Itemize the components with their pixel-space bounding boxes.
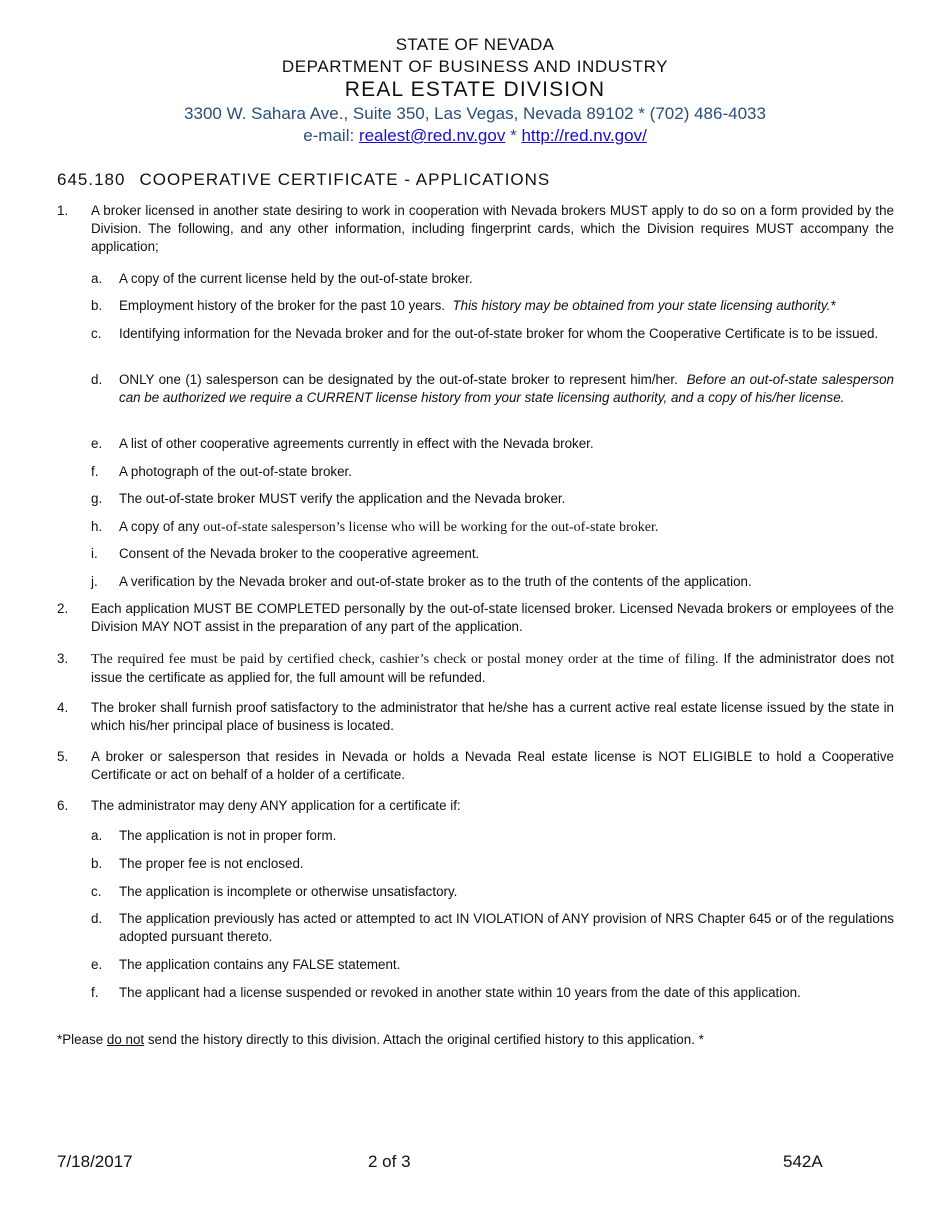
subitem-text: The application is incomplete or otherwise unsatisfactory. [119, 884, 458, 899]
subitem-letter: f. [91, 464, 99, 479]
item-text: A broker or salesperson that resides in Nevada or holds a Nevada Real estate license is NOT ELIGIBLE to hold a Cooperative Certificate or act on behalf of a holder of a certificate. [91, 749, 894, 782]
subitem-letter: e. [91, 957, 103, 972]
item-text: The administrator may deny ANY application for a certificate if: [91, 798, 461, 813]
item-plain-text: . If the administrator does not issue the certificate as applied for, the full amount will be refunded. [91, 651, 894, 685]
division-heading: REAL ESTATE DIVISION [344, 78, 606, 101]
subitem-letter: h. [91, 519, 103, 534]
subitem-letter: b. [91, 856, 103, 871]
item-number: 6. [57, 798, 69, 813]
item-text: Each application MUST BE COMPLETED personally by the out-of-state licensed broker. Licensed Nevada brokers or employees of the Division MAY NOT assist in the preparation of any part of the application. [91, 601, 894, 634]
state-heading: STATE OF NEVADA [395, 35, 555, 54]
section-number: 645.180 [57, 170, 126, 189]
contact-line [0, 126, 950, 146]
subitem-italic-note: Before an out-of-state salesperson can be authorized we require a CURRENT license history from your state licensing authority, and a copy of his/her license. [119, 372, 894, 405]
footer-date: 7/18/2017 [57, 1152, 133, 1171]
item-text [91, 650, 894, 687]
subitem-plain: A copy of any [119, 519, 200, 534]
subitem-letter: g. [91, 491, 103, 506]
subitem-text [119, 297, 894, 315]
subitem-letter: c. [91, 326, 102, 341]
subitem-text [119, 371, 894, 407]
subitem-letter: e. [91, 436, 103, 451]
item-number: 3. [57, 651, 69, 666]
subitem-serif-text: out-of-state salesperson’s license who will be working for the out-of-state broker. [203, 520, 659, 535]
item-number: 5. [57, 749, 69, 764]
subitem-text: The application is not in proper form. [119, 828, 337, 843]
footnote-underlined: do not [106, 1032, 145, 1047]
subitem-letter: d. [91, 372, 103, 387]
item-number: 2. [57, 601, 69, 616]
subitem-text: Identifying information for the Nevada broker and for the out-of-state broker for whom the Cooperative Certificate is to be issued. [119, 326, 879, 341]
section-heading: COOPERATIVE CERTIFICATE - APPLICATIONS [139, 170, 551, 189]
email-link[interactable]: realest@red.nv.gov [358, 126, 506, 145]
subitem-letter: i. [91, 546, 98, 561]
subitem-text: A verification by the Nevada broker and out-of-state broker as to the truth of the contents of the application. [119, 574, 752, 589]
email-label: e-mail: [303, 126, 355, 145]
subitem-plain: Employment history of the broker for the past 10 years. [119, 298, 445, 313]
subitem-text: Consent of the Nevada broker to the cooperative agreement. [119, 546, 480, 561]
website-link[interactable]: http://red.nv.gov/ [521, 126, 647, 145]
address-line: 3300 W. Sahara Ave., Suite 350, Las Vegas, Nevada 89102 * (702) 486-4033 [184, 104, 766, 123]
item-number: 4. [57, 700, 69, 715]
footnote-post: send the history directly to this division. Attach the original certified history to this application. * [147, 1032, 704, 1047]
subitem-text: The out-of-state broker MUST verify the application and the Nevada broker. [119, 491, 566, 506]
footnote [57, 1031, 704, 1049]
subitem-plain: ONLY one (1) salesperson can be designated by the out-of-state broker to represent him/her. [119, 372, 678, 387]
subitem-text: The application previously has acted or attempted to act IN VIOLATION of ANY provision of NRS Chapter 645 or of the regulations adopted pursuant thereto. [119, 911, 894, 944]
subitem-letter: c. [91, 884, 102, 899]
subitem-letter: f. [91, 985, 99, 1000]
subitem-text: A list of other cooperative agreements currently in effect with the Nevada broker. [119, 436, 594, 451]
department-heading: DEPARTMENT OF BUSINESS AND INDUSTRY [281, 57, 669, 76]
subitem-text: The applicant had a license suspended or revoked in another state within 10 years from the date of this application. [119, 985, 801, 1000]
item-number: 1. [57, 203, 69, 218]
item-text: The broker shall furnish proof satisfactory to the administrator that he/she has a current active real estate license issued by the state in which his/her principal place of business is located. [91, 700, 894, 733]
subitem-text: A copy of the current license held by the out-of-state broker. [119, 271, 473, 286]
footnote-pre: *Please [57, 1032, 104, 1047]
contact-separator: * [510, 126, 517, 145]
section-title [57, 170, 550, 190]
subitem-text: A photograph of the out-of-state broker. [119, 464, 353, 479]
subitem-text: The application contains any FALSE statement. [119, 957, 401, 972]
item-text: A broker licensed in another state desiring to work in cooperation with Nevada brokers MUST apply to do so on a form provided by the Division. The following, and any other information, including fingerprint cards, which the Division requires MUST accompany the application; [91, 203, 894, 254]
subitem-letter: b. [91, 298, 103, 313]
subitem-text: The proper fee is not enclosed. [119, 856, 304, 871]
subitem-letter: j. [91, 574, 98, 589]
subitem-text [119, 518, 894, 537]
footer-form-number: 542A [783, 1152, 823, 1171]
subitem-letter: a. [91, 271, 103, 286]
footer-page-number: 2 of 3 [368, 1152, 411, 1171]
item-serif-text: The required fee must be paid by certified check, cashier’s check or postal money order at the time of filing [91, 652, 715, 667]
subitem-letter: d. [91, 911, 103, 926]
subitem-italic-note: This history may be obtained from your state licensing authority.* [452, 298, 836, 313]
subitem-letter: a. [91, 828, 103, 843]
